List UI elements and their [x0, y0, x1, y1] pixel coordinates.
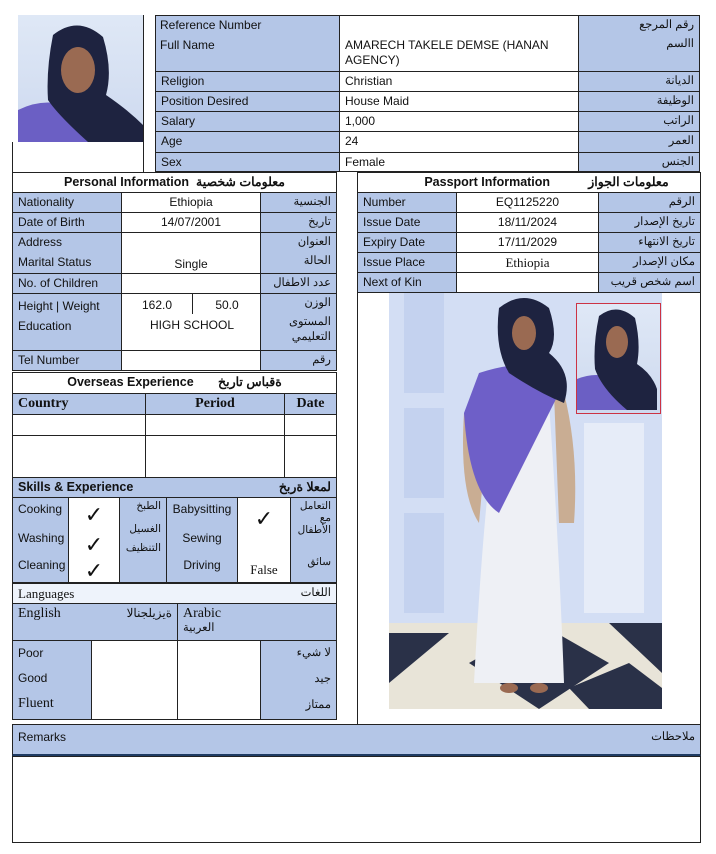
overseas-title	[12, 372, 337, 394]
skills-right-values	[237, 497, 291, 583]
weight-value: 50.0	[215, 298, 239, 312]
education-ar: المستوى التعليمي	[288, 316, 331, 343]
inset-portrait-image-icon	[577, 304, 657, 410]
skill-babysitting-check-icon: ✓	[254, 506, 274, 531]
skills-title-ar: لمعلا ةربخ	[278, 480, 331, 494]
skill-cooking-check-icon: ✓	[84, 502, 104, 527]
overseas-title-en: Overseas Experience	[67, 375, 194, 389]
issue-date-value: 18/11/2024	[456, 212, 599, 233]
issue-place-label: Issue Place	[357, 252, 457, 273]
skill-washing-check-icon: ✓	[84, 532, 104, 557]
skill-washing-label: Washing	[18, 531, 65, 545]
skill-cooking-label: Cooking	[18, 502, 63, 516]
level-poor-ar: لا شيء	[296, 647, 331, 659]
position-ar: الوظيفة	[578, 91, 700, 112]
overseas-title-ar: ةقباس تاربخ	[218, 375, 282, 389]
language-english-ar: ةيزيلجنالا	[126, 606, 172, 620]
issue-place-value: Ethiopia	[456, 252, 599, 273]
level-fluent-label: Fluent	[18, 696, 54, 711]
remarks-value	[12, 756, 701, 843]
issue-place-ar: مكان الإصدار	[598, 252, 701, 273]
marital-label: Marital Status	[18, 255, 92, 269]
skills-title-en: Skills & Experience	[18, 480, 134, 494]
religion-ar: الديانة	[578, 71, 700, 92]
overseas-row-2-period	[145, 435, 285, 478]
remarks-ar: ملاحظات	[651, 731, 695, 743]
languages-title-ar: اللغات	[300, 587, 331, 599]
height-education-ar	[260, 293, 337, 351]
skill-driving-value: False	[250, 562, 278, 577]
portrait-image-icon	[18, 15, 143, 142]
age-label: Age	[155, 131, 340, 153]
height-education-label	[12, 293, 122, 351]
tel-label: Tel Number	[12, 350, 122, 371]
expiry-date-ar: تاريخ الانتهاء	[598, 232, 701, 253]
full-name-ar-text: االسم	[666, 38, 694, 50]
language-arabic-ar: العربية	[183, 622, 215, 634]
personal-info-title-en: Personal Information	[64, 175, 190, 189]
dob-label: Date of Birth	[12, 212, 122, 233]
expiry-date-label: Expiry Date	[357, 232, 457, 253]
expiry-date-value: 17/11/2029	[456, 232, 599, 253]
nationality-value: Ethiopia	[121, 192, 261, 213]
skill-sewing-label: Sewing	[182, 531, 222, 545]
col-country: Country	[12, 393, 146, 415]
passport-title-ar: معلومات الجواز	[588, 175, 669, 189]
height-weight-label: Height | Weight	[18, 299, 100, 313]
level-good-ar: جيد	[314, 673, 331, 685]
skills-left-values	[68, 497, 120, 583]
full-name-text: AMARECH TAKELE DEMSE (HANAN AGENCY)	[345, 38, 549, 67]
passport-title	[357, 172, 701, 193]
personal-info-title-ar: معلومات شخصية	[196, 175, 285, 189]
overseas-row-2-date	[284, 435, 337, 478]
overseas-row-1-period	[145, 414, 285, 436]
passport-number-value: EQ1125220	[456, 192, 599, 213]
reference-number-ar	[578, 15, 700, 72]
divider	[12, 142, 13, 172]
next-of-kin-ar: اسم شخص قريب	[598, 272, 701, 293]
col-date: Date	[284, 393, 337, 415]
salary-label: Salary	[155, 111, 340, 132]
full-name-value	[339, 15, 579, 72]
position-label: Position Desired	[155, 91, 340, 112]
reference-number-ar-text: رقم المرجع	[639, 19, 694, 31]
overseas-row-1-country	[12, 414, 146, 436]
next-of-kin-label: Next of Kin	[357, 272, 457, 293]
language-levels-ar	[260, 640, 337, 720]
passport-number-label: Number	[357, 192, 457, 213]
height-weight-ar: الوزن	[304, 297, 331, 309]
height-value: 162.0	[141, 298, 173, 312]
children-label: No. of Children	[12, 273, 122, 294]
language-arabic-label: Arabic	[183, 606, 222, 621]
salary-value: 1,000	[339, 111, 579, 132]
skills-right-labels	[166, 497, 238, 583]
skill-sewing-value	[243, 536, 285, 558]
divider	[143, 15, 144, 172]
skills-title	[12, 477, 337, 498]
skill-babysitting-label: Babysitting	[172, 502, 232, 516]
dob-value: 14/07/2001	[121, 212, 261, 233]
skill-cleaning-label: Cleaning	[18, 558, 66, 572]
education-label: Education	[18, 319, 72, 333]
education-value: HIGH SCHOOL	[149, 318, 234, 332]
marital-ar: الحالة	[303, 255, 331, 267]
skill-washing-ar: الغسيل	[129, 523, 161, 535]
dob-ar: تاريخ	[260, 212, 337, 233]
full-name-label: Full Name	[160, 38, 215, 52]
passport-number-ar: الرقم	[598, 192, 701, 213]
sex-label: Sex	[155, 152, 340, 172]
nationality-ar: الجنسية	[260, 192, 337, 213]
level-fluent-ar: ممتاز	[305, 699, 331, 711]
religion-label: Religion	[155, 71, 340, 92]
address-label: Address	[18, 235, 63, 249]
issue-date-ar: تاريخ الإصدار	[598, 212, 701, 233]
children-ar: عدد الاطفال	[260, 273, 337, 294]
issue-date-label: Issue Date	[357, 212, 457, 233]
age-value: 24	[339, 131, 579, 153]
skill-cleaning-ar: التنظيف	[125, 542, 161, 554]
overseas-row-1-date	[284, 414, 337, 436]
nationality-label: Nationality	[12, 192, 122, 213]
english-level-value	[91, 640, 178, 720]
overseas-row-2-country	[12, 435, 146, 478]
reference-number-label-text: Reference Number	[160, 18, 262, 32]
children-value	[121, 273, 261, 294]
languages-title	[12, 583, 337, 604]
skills-right-ar	[290, 497, 337, 583]
position-value: House Maid	[339, 91, 579, 112]
language-levels	[12, 640, 92, 720]
remarks-label: Remarks	[18, 730, 67, 744]
passport-title-en: Passport Information	[424, 175, 551, 189]
skill-driving-ar: سائق	[307, 556, 331, 568]
level-poor-label: Poor	[18, 646, 44, 660]
arabic-level-value	[177, 640, 261, 720]
portrait-photo	[18, 15, 143, 142]
address-marital-label	[12, 232, 122, 274]
skill-driving-label: Driving	[183, 558, 221, 572]
marital-value: Single	[121, 232, 261, 274]
religion-value: Christian	[339, 71, 579, 92]
address-marital-ar	[260, 232, 337, 274]
skill-babysitting-ar: التعامل مع الأطفال	[297, 500, 331, 536]
inset-portrait-photo	[576, 303, 661, 414]
col-period: Period	[145, 393, 285, 415]
language-english-label: English	[18, 606, 61, 621]
skill-cleaning-check-icon: ✓	[84, 558, 104, 583]
tel-value	[121, 350, 261, 371]
height-education-value	[121, 293, 261, 351]
language-arabic	[177, 603, 337, 641]
skill-cooking-ar: الطبخ	[136, 500, 161, 512]
skills-left-labels	[12, 497, 69, 583]
sex-value: Female	[339, 152, 579, 172]
skills-left-ar	[119, 497, 167, 583]
age-ar: العمر	[578, 131, 700, 153]
personal-info-title	[12, 172, 337, 193]
languages-title-en: Languages	[18, 586, 75, 601]
level-good-label: Good	[18, 671, 48, 685]
address-ar: العنوان	[297, 236, 331, 248]
salary-ar: الراتب	[578, 111, 700, 132]
sex-ar: الجنس	[578, 152, 700, 172]
tel-ar: رقم	[260, 350, 337, 371]
remarks-header	[12, 724, 701, 757]
language-english	[12, 603, 178, 641]
next-of-kin-value	[456, 272, 599, 293]
